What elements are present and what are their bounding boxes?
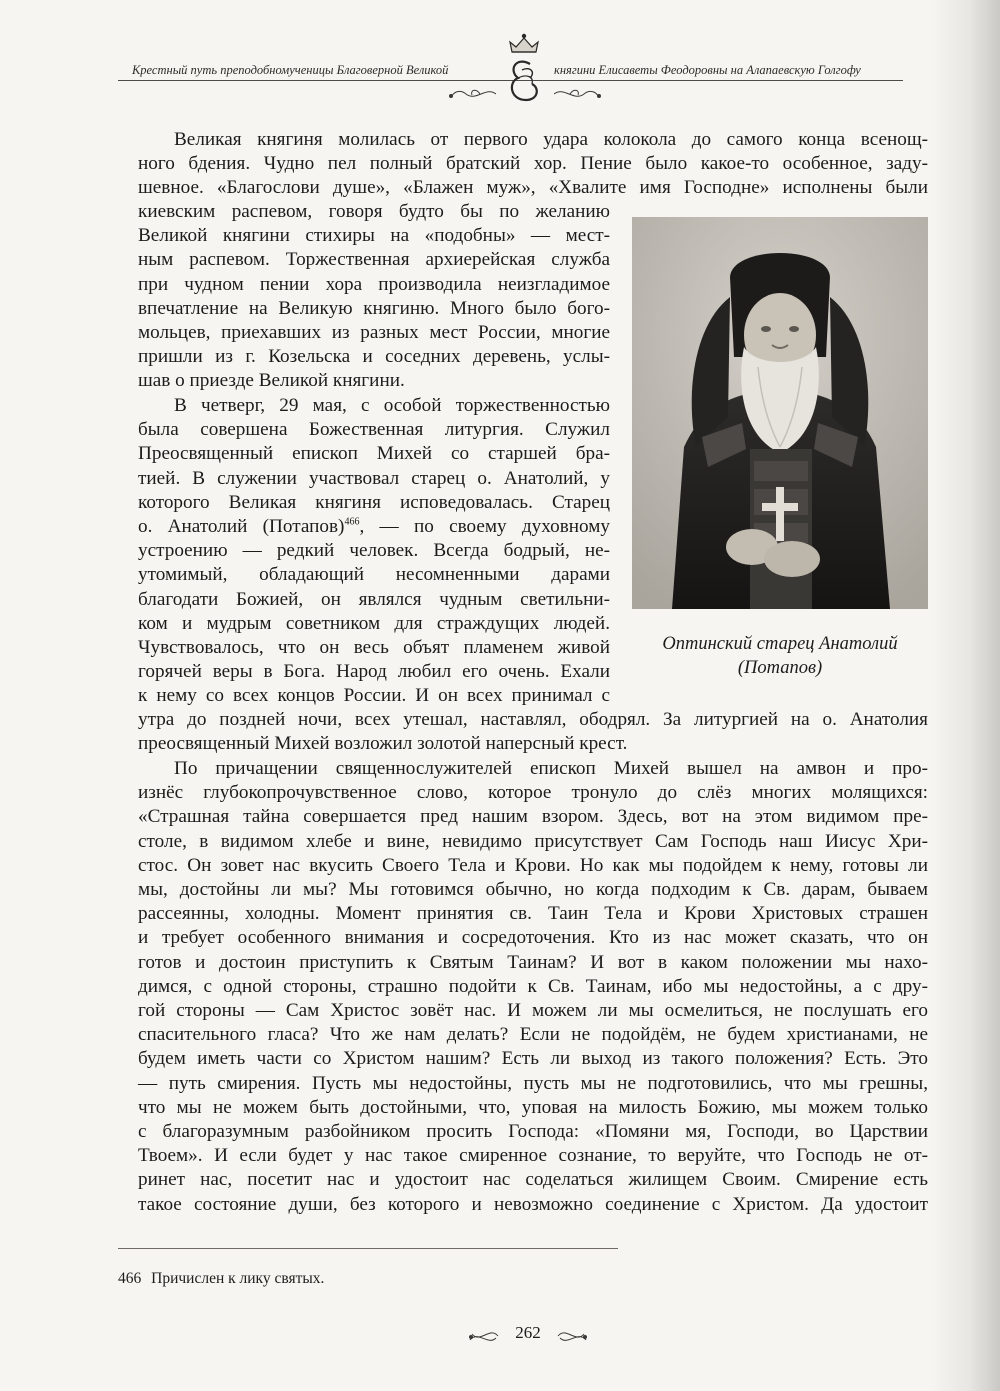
text-line: была совершена Божественная литургия. Служил [138, 419, 610, 441]
paragraph-3 [138, 757, 928, 1217]
text-line: ком и мудрым советником для страждущих людей. [138, 612, 610, 634]
text-line: рассеянны, холодны. Момент принятия св. Таин Тела и Крови Христовых страшен [138, 903, 928, 925]
text-line: преосвященный Михей возложил золотой наперсный крест. [138, 733, 628, 755]
paragraph-1 [138, 128, 928, 201]
text-line: утомимый, обладающий несомненными дарами [138, 564, 610, 586]
text-line: Великая княгиня молилась от первого удара колокола до самого конца всенощ- [174, 129, 928, 150]
text-line: к нему со всех концов России. И он всех принимал с [138, 685, 610, 707]
text-line: и требует особенного внимания и сосредоточения. Кто из нас может сказать, что он [138, 927, 928, 949]
text-line: с благоразумным разбойником просить Господа: «Помяни мя, Господи, во Царствии [138, 1121, 928, 1143]
text-line-with-footnote [138, 515, 610, 539]
text-line: устроению — редкий человек. Всегда бодрый, не- [138, 540, 610, 562]
text-line: ного бдения. Чудно пел полный братский хор. Пение было какое-то особенное, заду- [138, 153, 928, 175]
text-line: пришли из г. Козельска и соседних деревень, услы- [138, 346, 610, 368]
text-line: стос. Он зовет нас вкусить Своего Тела и Крови. Но как мы подойдем к нему, готовы ли [138, 854, 928, 876]
text-line: «Страшная тайна совершается пред нашим взором. Здесь, вот на этом видимом пре- [138, 806, 928, 828]
footnote-number: 466 [118, 1270, 142, 1287]
text-line: Чувствовалось, что он весь объят пламенем живой [138, 637, 610, 659]
text-line: готов и достоин приступить к Святым Таинам? И вот в каком положении мы нахо- [138, 951, 928, 973]
text-line: утра до поздней ночи, всех утешал, наставлял, ободрял. За литургией на о. Анатолия [138, 709, 928, 730]
text-line: киевским распевом, говоря будто бы по желанию [138, 201, 610, 222]
text-line: Преосвященный епископ Михей со старшей бра- [138, 443, 610, 465]
text-line: горячей веры в Бога. Народ любил его очень. Ехали [138, 661, 610, 683]
text-line: тией. В служении участвовал старец о. Анатолий, у [138, 467, 610, 489]
text-line: благодати Божией, он являлся чудным светильни- [138, 588, 610, 610]
text-line: димся, с одной стороны, страшно подойти к Св. Таинам, ибо мы недостойны, а с дру- [138, 975, 928, 997]
text-line: мольцев, приехавших из разных мест России, многие [138, 322, 610, 344]
crown-monogram-icon [496, 30, 552, 120]
text-fragment: о. Анатолий (Потапов) [138, 516, 345, 538]
footnote-reference: 466 [344, 516, 360, 528]
footnote-text: Причислен к лику святых. [151, 1270, 325, 1287]
footnote [118, 1270, 324, 1288]
text-line: Твоем». И если будет у нас такое смиренное сознание, то веруйте, что Господь не от- [138, 1145, 928, 1167]
page-edge-shadow [930, 0, 1000, 1391]
portrait-image [632, 217, 928, 609]
text-line: будем иметь части со Христом нашим? Есть ли выход из такого положения? Есть. Это [138, 1048, 928, 1070]
text-line: По причащении священнослужителей епископ Михей вышел на амвон и про- [174, 758, 928, 779]
header-ornament-right-icon [554, 84, 604, 104]
text-line: Великой княгини стихиры на «подобны» — мест- [138, 225, 610, 247]
paragraph-2 [138, 394, 610, 709]
text-line: шав о приезде Великой княгини. [138, 370, 405, 392]
paragraph-1-continued [138, 200, 610, 394]
text-line: которого Великая княгиня исповедовалась. Старец [138, 491, 610, 513]
text-line: шевное. «Благослови душе», «Блажен муж», «Хвалите имя Господне» исполнены были [138, 177, 928, 199]
caption-line: Оптинский старец Анатолий [662, 634, 898, 654]
page-number: 262 [515, 1323, 541, 1342]
text-line: что мы не можем быть достойными, что, уповая на милость Божию, мы можем только [138, 1096, 928, 1118]
text-line: гой стороны — Сам Христос зовёт нас. И можем ли мы осмелиться, не послушать его [138, 1000, 928, 1022]
text-line: ным распевом. Торжественная архиерейская служба [138, 249, 610, 271]
text-line: такое состояние души, без которого и невозможно соединение с Христом. Да удостоит [138, 1193, 928, 1215]
text-line: мы, достойны ли мы? Мы готовимся обычно, но когда подходим к Св. дарам, бываем [138, 879, 928, 901]
text-line: спасительного гласа? Что же нам делать? Если не подойдём, не будем христианами, не [138, 1024, 928, 1046]
text-line: изнёс глубокопрочувственное слово, которое тронуло до слёз многих молящихся: [138, 782, 928, 804]
running-header-right: княгини Елисаветы Феодоровны на Алапаевскую Голгофу [554, 63, 861, 77]
text-fragment: , — по своему духовному [359, 516, 610, 538]
text-line: при чудном пении хора производила неизгладимое [138, 273, 610, 295]
running-header-left: Крестный путь преподобномученицы Благоверной Великой [132, 63, 449, 77]
footnote-rule [118, 1248, 618, 1249]
paragraph-2-continued [138, 708, 928, 756]
header-ornament-left-icon [446, 84, 496, 104]
photo-caption [612, 632, 948, 680]
text-line: впечатление на Великую княгиню. Много было бого- [138, 297, 610, 319]
text-line: В четверг, 29 мая, с особой торжественностью [174, 395, 610, 416]
text-line: — путь смирения. Пусть мы недостойны, пусть мы не подготовились, что мы грешны, [138, 1072, 928, 1094]
elder-photograph [632, 217, 928, 609]
caption-line: (Потапов) [737, 658, 823, 678]
text-line: ринет нас, посетит нас и удостоит нас соделаться жилищем Своим. Смирение есть [138, 1169, 928, 1191]
text-line: столе, в видимом хлебе и вине, невидимо присутствует Сам Господь наш Иисус Хри- [138, 830, 928, 852]
